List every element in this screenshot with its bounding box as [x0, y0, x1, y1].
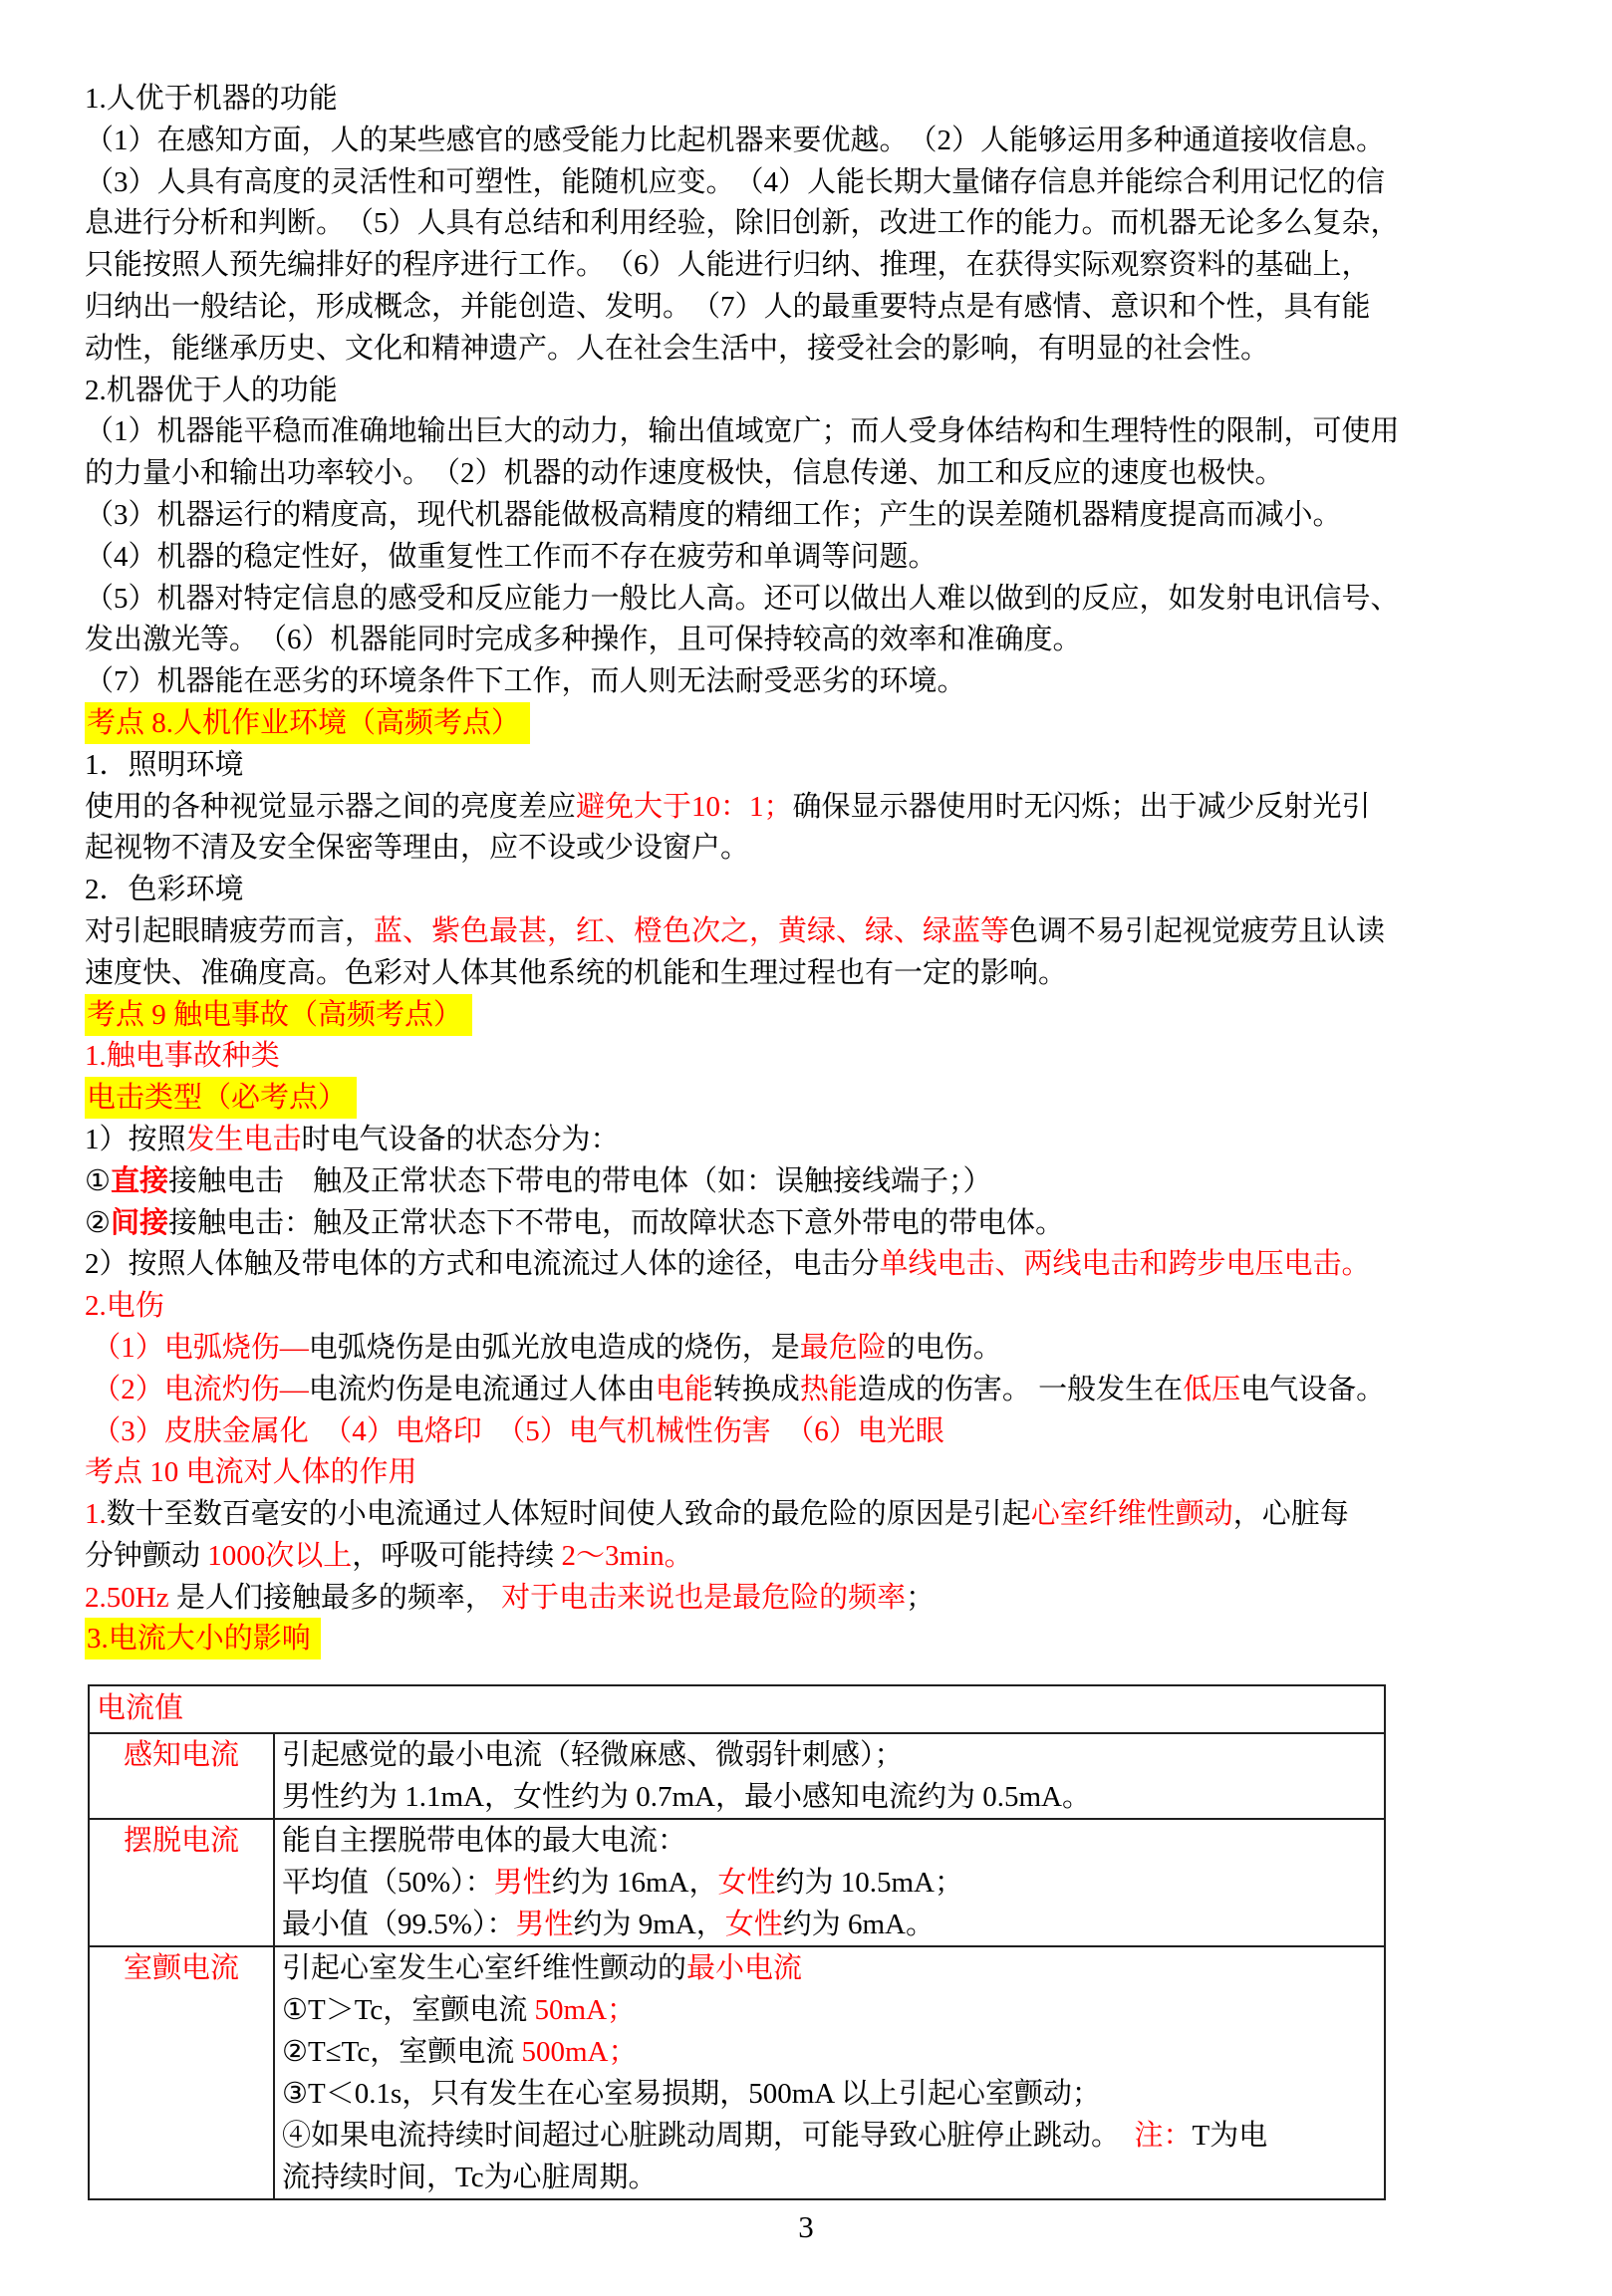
text-line [85, 371, 1539, 412]
text-line [282, 1947, 1384, 1989]
text-segment: 流持续时间，Tc为心脏周期。 [282, 2162, 658, 2194]
text-segment: （5）机器对特定信息的感受和反应能力一般比人高。还可以做出人难以做到的反应，如发射电讯信号、 [85, 582, 1400, 615]
text-segment: 低压 [1183, 1373, 1241, 1405]
text-line [85, 121, 1539, 162]
text-segment: 2）按照人体触及带电体的方式和电流流过人体的途径，电击分 [85, 1248, 880, 1281]
text-segment: 分钟颤动 [85, 1539, 208, 1572]
text-segment: （2）电流灼伤— [92, 1373, 309, 1405]
text-segment: 接触电击：触及正常状态下不带电，而故障状态下意外带电的带电体。 [168, 1206, 1065, 1239]
text-segment: 约为 6mA。 [782, 1909, 935, 1941]
text-line [85, 453, 1539, 495]
text-segment: 电流灼伤是电流通过人体由 [308, 1373, 656, 1405]
text-line [85, 495, 1539, 537]
text-segment: （3）人具有高度的灵活性和可塑性，能随机应变。 （4）人能长期大量储存信息并能综合利用记忆的信 [85, 165, 1386, 198]
text-segment: ②T≤Tc，室颤电流 [282, 2036, 522, 2069]
text-segment: 女性 [717, 1867, 776, 1900]
text-segment: 色调不易引起视觉疲劳且认读 [1009, 914, 1386, 947]
text-segment: （1）电弧烧伤— [92, 1331, 309, 1364]
text-line [282, 2073, 1384, 2115]
table-content-cell [275, 1820, 1384, 1945]
table-content-cell [275, 1947, 1384, 2198]
text-line [85, 411, 1539, 453]
text-line [85, 1161, 1539, 1203]
text-line [85, 1120, 1539, 1161]
text-line [85, 537, 1539, 579]
text-segment: 考点 10 电流对人体的作用 [85, 1456, 417, 1489]
text-segment: （1）机器能平稳而准确地输出巨大的动力，输出值域宽广；而人受身体结构和生理特性的限制，可使用 [85, 415, 1400, 448]
text-line [85, 703, 1539, 745]
text-segment: 电气设备。 [1240, 1373, 1386, 1405]
text-segment: 平均值（50%）： [282, 1867, 494, 1900]
text-line [85, 1244, 1539, 1286]
text-line [85, 1452, 1539, 1494]
text-segment: 男性 [493, 1867, 552, 1900]
current-value-table [88, 1684, 1386, 2200]
text-line [282, 1862, 1384, 1904]
table-row [90, 1947, 1384, 2198]
text-segment: 的电伤。 [886, 1331, 1002, 1364]
text-line [282, 2031, 1384, 2073]
text-segment: 归纳出一般结论，形成概念，并能创造、发明。 （7）人的最重要特点是有感情、意识和个性，具有能 [85, 290, 1371, 323]
text-line [85, 828, 1539, 870]
text-segment: 使用的各种视觉显示器之间的亮度差应 [85, 790, 577, 823]
text-segment: T为电 [1192, 2120, 1268, 2153]
text-segment: 避免大于10：1； [576, 790, 793, 823]
text-segment: ① [85, 1164, 111, 1197]
text-line [85, 162, 1539, 204]
text-segment: 1）按照 [85, 1123, 186, 1155]
text-segment: 对于电击来说也是最危险的频率 [501, 1581, 907, 1614]
text-segment: 1. [85, 1498, 107, 1531]
text-segment: ，心脏每 [1232, 1498, 1349, 1531]
text-segment: 对引起眼睛疲劳而言， [85, 914, 375, 947]
text-line [85, 203, 1539, 245]
text-segment: 1.人优于机器的功能 [85, 83, 338, 115]
text-segment: 能自主摆脱带电体的最大电流： [282, 1825, 687, 1858]
text-segment: 发生电击 [185, 1123, 302, 1155]
text-segment: 动性，能继承历史、文化和精神遗产。人在社会生活中，接受社会的影响，有明显的社会性。 [85, 332, 1270, 365]
text-segment: 接触电击 触及正常状态下带电的带电体（如：误触接线端子；） [168, 1164, 992, 1197]
table-title-row [90, 1686, 1384, 1734]
document-content [85, 79, 1539, 2200]
text-segment: 造成的伤害。 一般发生在 [857, 1373, 1184, 1405]
table-label-cell [90, 1820, 275, 1945]
text-segment: 约为 9mA， [573, 1909, 725, 1941]
text-line [85, 1328, 1539, 1370]
text-segment: 息进行分析和判断。 （5）人具有总结和利用经验，除旧创新，改进工作的能力。而机器无论多么复杂， [85, 207, 1400, 240]
text-line [85, 620, 1539, 661]
text-segment: 引起心室发生心室纤维性颤动的 [282, 1952, 687, 1985]
page-number: 3 [798, 2209, 814, 2244]
text-line [85, 870, 1539, 911]
text-segment: 心室纤维性颤动 [1030, 1498, 1233, 1531]
text-line [85, 1578, 1539, 1620]
text-line [85, 1536, 1539, 1578]
text-line [85, 661, 1539, 703]
text-line [85, 579, 1539, 621]
text-line [85, 1036, 1539, 1078]
text-segment: 注： [1134, 2120, 1193, 2153]
text-segment: （4）机器的稳定性好，做重复性工作而不存在疲劳和单调等问题。 [85, 540, 938, 573]
text-segment: ①T＞Tc，室颤电流 [282, 1994, 535, 2027]
text-segment: （7）机器能在恶劣的环境条件下工作，而人则无法耐受恶劣的环境。 [85, 665, 966, 698]
text-segment: 只能按照人预先编排好的程序进行工作。 （6）人能进行归纳、推理，在获得实际观察资料的基础上， [85, 249, 1371, 282]
text-segment: 间接 [111, 1206, 169, 1239]
text-segment: 直接 [111, 1164, 169, 1197]
text-segment: ； [906, 1581, 936, 1614]
text-segment: ② [85, 1206, 111, 1239]
highlighted-heading: 考点 9 触电事故（高频考点） [85, 994, 472, 1036]
text-segment: 感知电流 [123, 1739, 239, 1772]
text-segment: （3）机器运行的精度高，现代机器能做极高精度的精细工作；产生的误差随机器精度提高而减小。 [85, 498, 1342, 531]
text-line [282, 2115, 1384, 2157]
text-segment: 50mA； [534, 1994, 637, 2027]
table-label-cell [90, 1734, 275, 1818]
text-segment: 摆脱电流 [123, 1825, 239, 1858]
text-line [85, 1494, 1539, 1536]
text-line [282, 1989, 1384, 2031]
highlighted-heading: 3.电流大小的影响 [85, 1618, 321, 1659]
text-line [85, 995, 1539, 1037]
text-segment: 起视物不清及安全保密等理由，应不设或少设窗户。 [85, 832, 750, 865]
text-segment: 数十至数百毫安的小电流通过人体短时间使人致命的最危险的原因是引起 [106, 1498, 1031, 1531]
highlighted-heading: 电击类型（必考点） [85, 1077, 357, 1119]
text-segment: 2.50Hz [85, 1581, 169, 1614]
text-line [85, 953, 1539, 995]
text-segment: 1．照明环境 [85, 748, 244, 781]
text-segment: 是人们接触最多的频率， [168, 1581, 502, 1614]
text-segment: （3）皮肤金属化 （4）电烙印 （5）电气机械性伤害 （6）电光眼 [92, 1414, 944, 1447]
text-segment: 的力量小和输出功率较小。 （2）机器的动作速度极快，信息传递、加工和反应的速度也极快。 [85, 457, 1284, 490]
text-segment: 蓝、紫色最甚，红、橙色次之，黄绿、绿、绿蓝等 [374, 914, 1010, 947]
text-segment: （1）在感知方面，人的某些感官的感受能力比起机器来要优越。 （2）人能够运用多种通道接收信息。 [85, 124, 1386, 156]
text-line [282, 1820, 1384, 1862]
text-segment: 2～3min。 [561, 1539, 693, 1572]
text-segment: 最小电流 [686, 1952, 803, 1985]
text-line [282, 1734, 1384, 1776]
text-segment: 电能 [655, 1373, 713, 1405]
text-segment: 热能 [799, 1373, 858, 1405]
text-line [85, 245, 1539, 287]
text-segment: 1.触电事故种类 [85, 1040, 280, 1073]
text-segment: ④如果电流持续时间超过心脏跳动周期，可能导致心脏停止跳动。 [282, 2120, 1135, 2153]
text-segment: 发出激光等。 （6）机器能同时完成多种操作，且可保持较高的效率和准确度。 [85, 624, 1082, 656]
text-segment: 单线电击、两线电击和跨步电压电击。 [879, 1248, 1371, 1281]
text-line [85, 1286, 1539, 1328]
highlighted-heading: 考点 8.人机作业环境（高频考点） [85, 702, 530, 744]
text-segment: 室颤电流 [123, 1952, 239, 1985]
text-line [282, 1776, 1384, 1818]
text-line [282, 2157, 1384, 2198]
text-segment: 男性约为 1.1mA，女性约为 0.7mA，最小感知电流约为 0.5mA。 [282, 1781, 1092, 1814]
text-line [85, 911, 1539, 953]
text-line [85, 1619, 1539, 1660]
text-line [85, 1078, 1539, 1120]
text-segment: 1000次以上 [207, 1539, 353, 1572]
text-segment: 最小值（99.5%）： [282, 1909, 516, 1941]
text-segment: ，呼吸可能持续 [352, 1539, 562, 1572]
text-line [85, 1370, 1539, 1411]
text-segment: 确保显示器使用时无闪烁；出于减少反射光引 [792, 790, 1371, 823]
text-line [85, 287, 1539, 329]
text-segment: 2．色彩环境 [85, 874, 244, 906]
table-label-cell [90, 1947, 275, 2198]
table-row [90, 1734, 1384, 1820]
body-lines [85, 79, 1539, 1660]
text-segment: 2.电伤 [85, 1290, 164, 1323]
text-segment: ③T＜0.1s，只有发生在心室易损期，500mA 以上引起心室颤动； [282, 2078, 1101, 2111]
text-segment: 电流值 [97, 1692, 184, 1725]
table-row [90, 1820, 1384, 1947]
text-segment: 引起感觉的最小电流（轻微麻感、微弱针刺感）； [282, 1739, 904, 1772]
text-segment: 500mA； [521, 2036, 638, 2069]
text-line [85, 1411, 1539, 1453]
text-line [85, 1203, 1539, 1245]
text-line [85, 745, 1539, 787]
table-content-cell [275, 1734, 1384, 1818]
text-segment: 电弧烧伤是由弧光放电造成的烧伤，是 [308, 1331, 800, 1364]
text-line [282, 1904, 1384, 1945]
text-line [85, 329, 1539, 371]
text-segment: 转换成 [712, 1373, 800, 1405]
text-line [85, 787, 1539, 829]
text-segment: 时电气设备的状态分为： [301, 1123, 620, 1155]
text-segment: 速度快、准确度高。色彩对人体其他系统的机能和生理过程也有一定的影响。 [85, 956, 1068, 989]
text-segment: 女性 [724, 1909, 783, 1941]
text-segment: 最危险 [799, 1331, 887, 1364]
text-segment: 约为 16mA， [551, 1867, 718, 1900]
text-segment: 约为 10.5mA； [775, 1867, 963, 1900]
text-line [85, 79, 1539, 121]
text-segment: 2.机器优于人的功能 [85, 374, 338, 406]
text-segment: 男性 [515, 1909, 574, 1941]
